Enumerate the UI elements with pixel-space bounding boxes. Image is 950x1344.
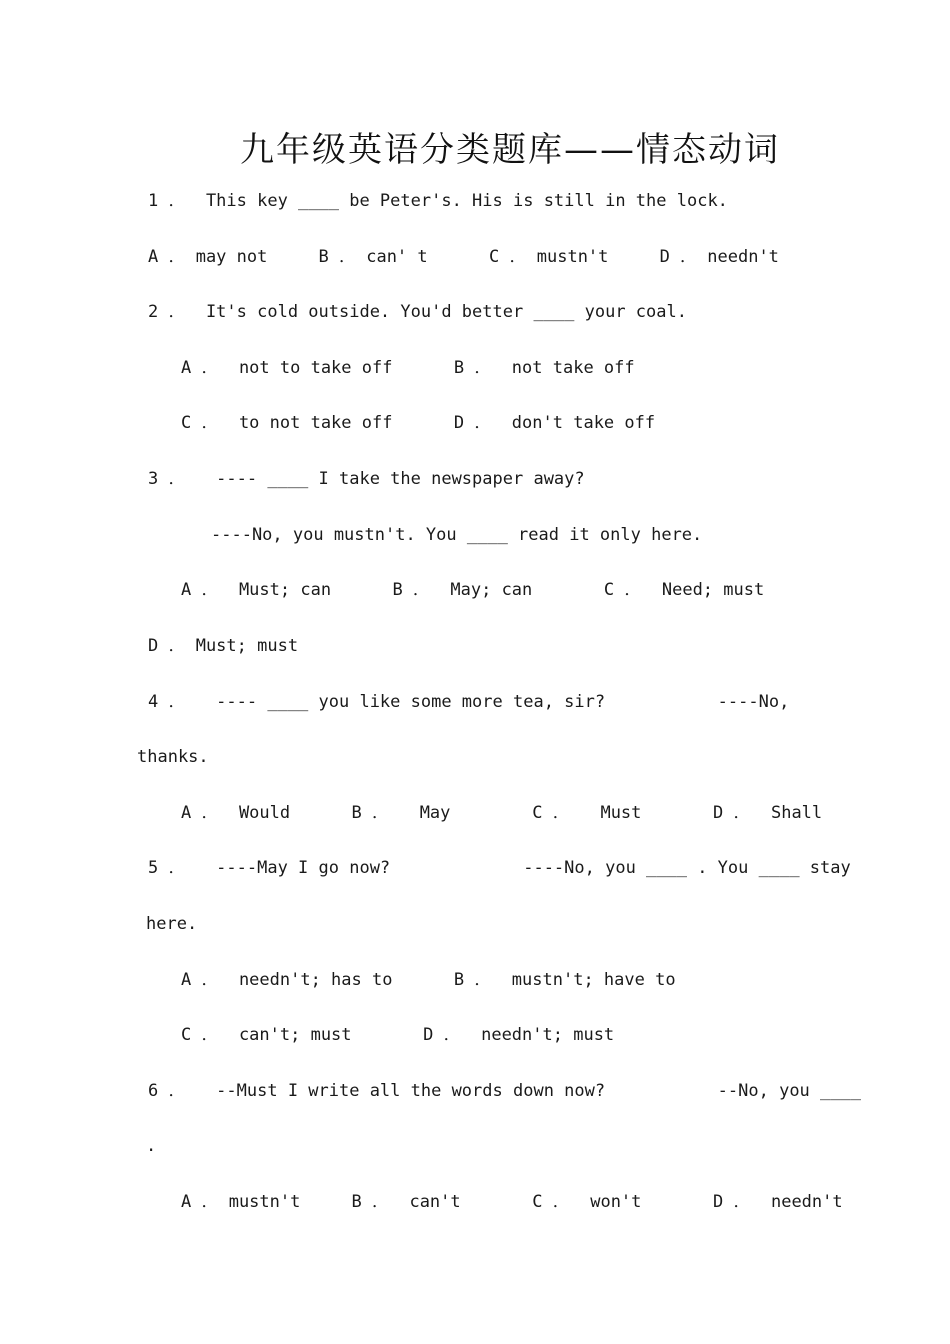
question-3: 3 ． ---- ____ I take the newspaper away?: [148, 469, 585, 489]
question-5-options-cd: C ． can't; must D ． needn't; must: [181, 1025, 615, 1045]
question-5-continued: here.: [146, 914, 198, 934]
question-6: 6 ． --Must I write all the words down now? --No, you ____: [148, 1081, 861, 1101]
question-2-options-ab: A ． not to take off B ． not take off: [181, 358, 635, 378]
question-4-continued: thanks.: [137, 747, 209, 767]
question-1: 1 ． This key ____ be Peter's. His is still in the lock.: [148, 191, 728, 211]
question-6-options: A ． mustn't B ． can't C ． won't D ． needn't: [181, 1192, 843, 1212]
question-4-options: A ． Would B ． May C ． Must D ． Shall: [181, 803, 823, 823]
question-2: 2 ． It's cold outside. You'd better ____ your coal.: [148, 302, 687, 322]
question-6-continued: .: [146, 1136, 157, 1156]
question-3-response: ----No, you mustn't. You ____ read it only here.: [211, 525, 703, 545]
question-5-options-ab: A ． needn't; has to B ． mustn't; have to: [181, 970, 676, 990]
question-1-options: A ． may not B ． can' t C ． mustn't D ． needn't: [148, 247, 779, 267]
question-4: 4 ． ---- ____ you like some more tea, sir? ----No,: [148, 692, 790, 712]
question-2-options-cd: C ． to not take off D ． don't take off: [181, 413, 656, 433]
page-title: 九年级英语分类题库——情态动词: [240, 130, 780, 170]
question-3-options-abc: A ． Must; can B ． May; can C ． Need; must: [181, 580, 765, 600]
question-3-option-d: D ． Must; must: [148, 636, 299, 656]
question-5: 5 ． ----May I go now? ----No, you ____ . You ____ stay: [148, 858, 851, 878]
